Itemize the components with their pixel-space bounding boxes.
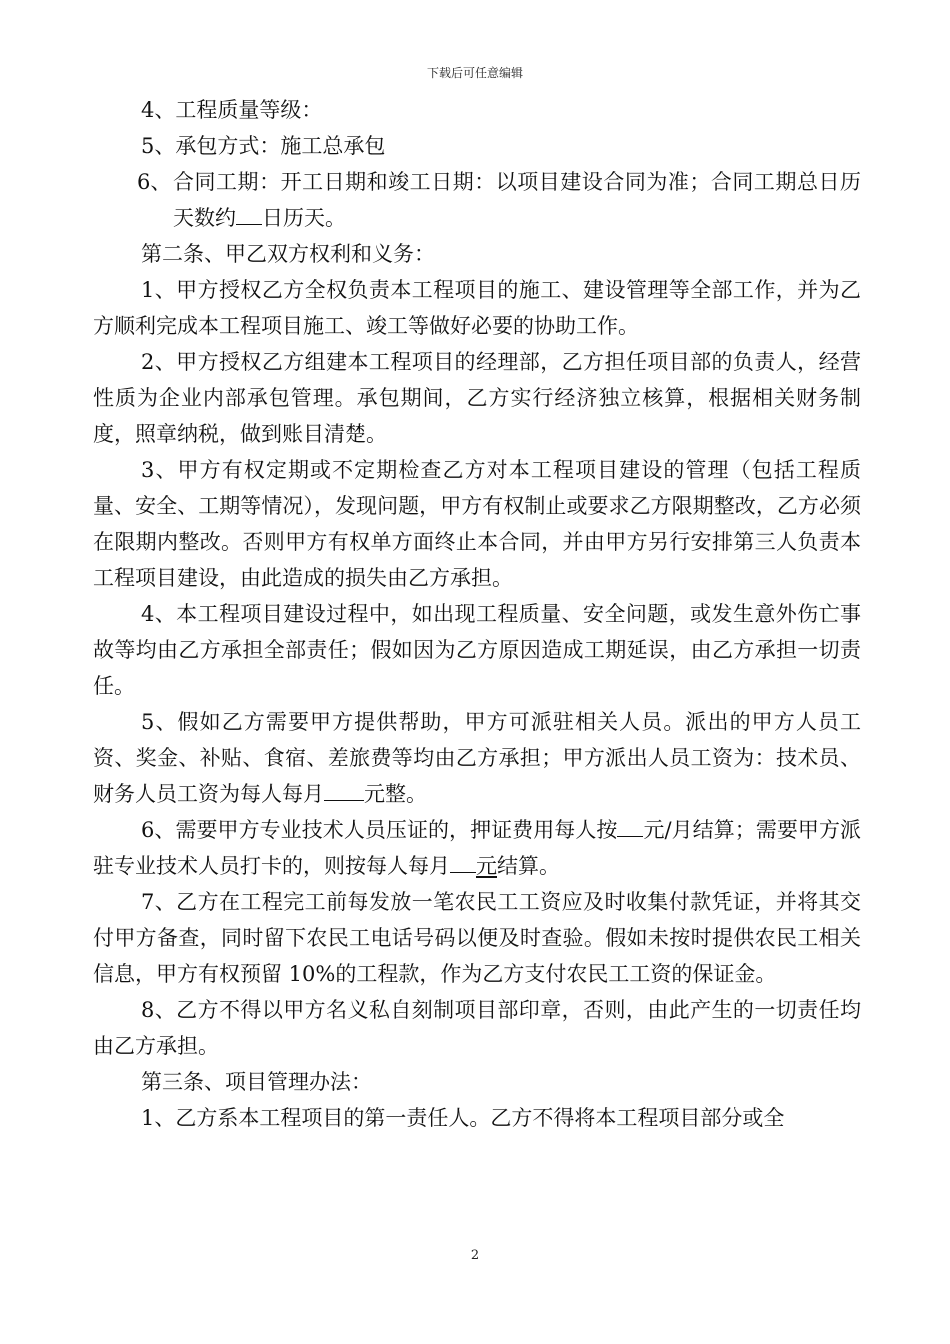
clause-text: 结算。 <box>497 854 560 878</box>
article-2-title: 第二条、甲乙双方权利和义务： <box>141 242 435 266</box>
page-number: 2 <box>470 1248 480 1263</box>
clause-contract-mode: 5、承包方式：施工总承包 <box>141 134 386 158</box>
blank-line <box>617 814 643 837</box>
blank-line <box>324 778 364 801</box>
clause-text: 合同工期：开工日期和竣工日期：以项目建设合同为准；合同工期总日历天数约 <box>173 170 861 230</box>
clause-text: 日历天。 <box>262 206 346 230</box>
clause-text: 5、假如乙方需要甲方提供帮助，甲方可派驻相关人员。派出的甲方人员工资、奖金、补贴、食宿、差旅费等均由乙方承担；甲方派出人员工资为：技术员、财务人员工资为每人每月 <box>93 710 861 806</box>
article-2-item-6 <box>93 812 861 884</box>
clause-text: 6、需要甲方专业技术人员压证的，押证费用每人按 <box>141 818 618 842</box>
page-header-note: 下载后可任意编辑 <box>426 66 523 80</box>
article-2-item-4: 4、本工程项目建设过程中，如出现工程质量、安全问题，或发生意外伤亡事故等均由乙方承担全部责任；假如因为乙方原因造成工期延误，由乙方承担一切责任。 <box>93 602 861 698</box>
clause-number: 6、 <box>137 170 172 194</box>
clause-quality-grade: 4、工程质量等级： <box>141 98 323 122</box>
article-3-item-1: 1、乙方系本工程项目的第一责任人。乙方不得将本工程项目部分或全 <box>141 1106 785 1130</box>
article-2-item-2: 2、甲方授权乙方组建本工程项目的经理部，乙方担任项目部的负责人，经营性质为企业内部承包管理。承包期间，乙方实行经济独立核算，根据相关财务制度，照章纳税，做到账目清楚。 <box>93 350 861 446</box>
blank-line <box>450 850 476 873</box>
document-body <box>93 92 861 1136</box>
article-2-item-5 <box>93 704 861 812</box>
clause-text: 元整。 <box>364 782 427 806</box>
article-2-item-3: 3、甲方有权定期或不定期检查乙方对本工程项目建设的管理（包括工程质量、安全、工期等情况），发现问题，甲方有权制止或要求乙方限期整改，乙方必须在限期内整改。否则甲方有权单方面终止本合同，并由甲方另行安排第三人负责本工程项目建设，由此造成的损失由乙方承担。 <box>93 458 861 590</box>
underlined-unit: 元 <box>476 854 497 878</box>
article-2-item-7: 7、乙方在工程完工前每发放一笔农民工工资应及时收集付款凭证，并将其交付甲方备查，同时留下农民工电话号码以便及时查验。假如未按时提供农民工相关信息，甲方有权预留 10%的工程款，作为乙方支付农民工工资的保证金。 <box>93 890 861 986</box>
article-2-item-8: 8、乙方不得以甲方名义私自刻制项目部印章，否则，由此产生的一切责任均由乙方承担。 <box>93 998 861 1058</box>
blank-line <box>236 202 262 225</box>
clause-contract-period <box>93 164 861 236</box>
article-2-item-1: 1、甲方授权乙方全权负责本工程项目的施工、建设管理等全部工作，并为乙方顺利完成本工程项目施工、竣工等做好必要的协助工作。 <box>93 278 861 338</box>
article-3-title: 第三条、项目管理办法： <box>141 1070 372 1094</box>
clause-text: 元/月结算；需要甲方派驻专业技术人员打卡的，则按每人每月 <box>93 818 862 878</box>
